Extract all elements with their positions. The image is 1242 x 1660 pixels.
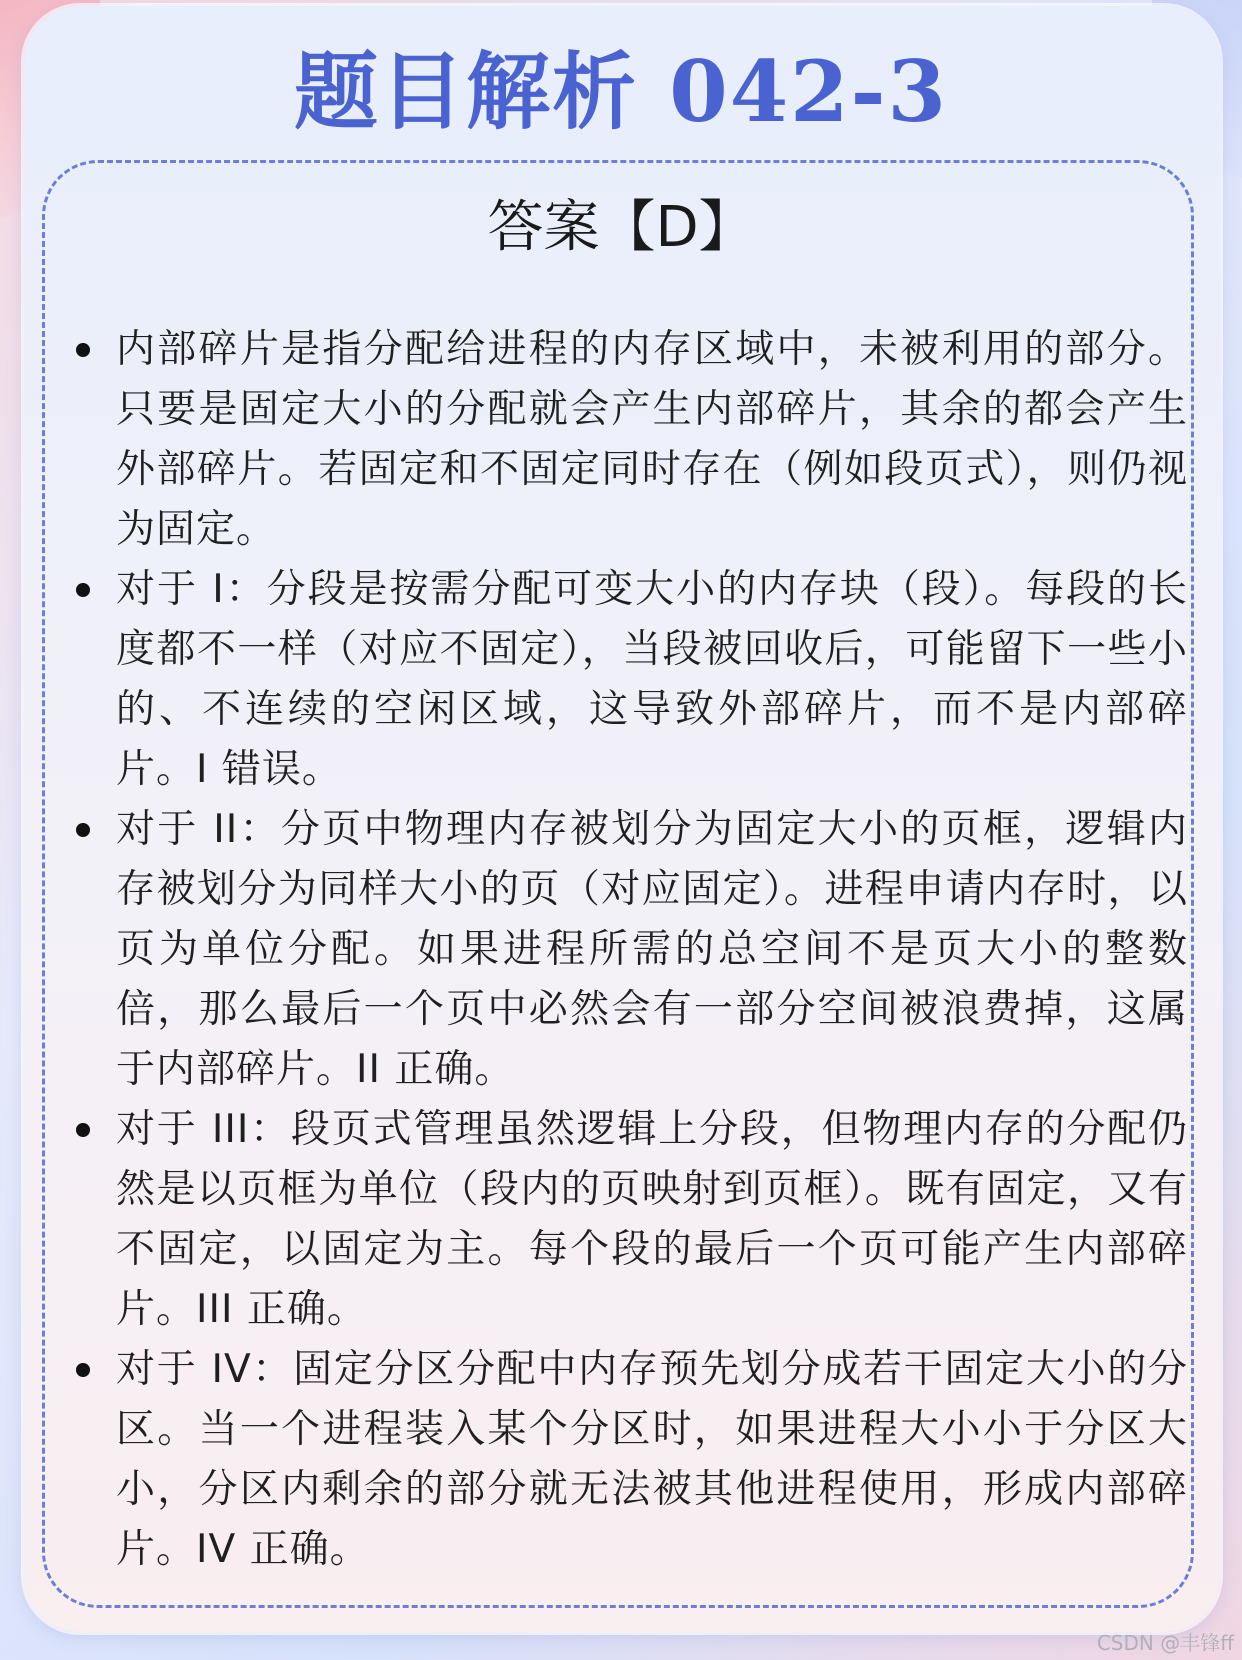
watermark: CSDN @丰锋ff — [1096, 1631, 1234, 1655]
list-item-text: 对于 II：分页中物理内存被划分为固定大小的页框，逻辑内存被划分为同样大小的页（对应固定）。进程申请内存时，以页为单位分配。如果进程所需的总空间不是页大小的整数倍，那么最后一个页中必然会有一部分空间被浪费掉，这属于内部碎片。II 正确。 — [116, 807, 1188, 1092]
list-item-text: 内部碎片是指分配给进程的内存区域中，未被利用的部分。只要是固定大小的分配就会产生内部碎片，其余的都会产生外部碎片。若固定和不固定同时存在（例如段页式），则仍视为固定。 — [116, 327, 1188, 552]
bullet-icon — [76, 343, 90, 357]
bullet-icon — [76, 1363, 90, 1377]
bullet-icon — [76, 823, 90, 837]
list-item — [70, 800, 1188, 1100]
list-item — [70, 560, 1188, 800]
list-item-text: 对于 III：段页式管理虽然逻辑上分段，但物理内存的分配仍然是以页框为单位（段内的页映射到页框）。既有固定，又有不固定，以固定为主。每个段的最后一个页可能产生内部碎片。III 正确。 — [116, 1107, 1188, 1332]
list-item — [70, 1100, 1188, 1340]
list-item — [70, 320, 1188, 560]
bullet-icon — [76, 583, 90, 597]
page-title: 题目解析 042-3 — [294, 42, 948, 141]
explanation-list — [70, 320, 1188, 1580]
list-item-text: 对于 I：分段是按需分配可变大小的内存块（段）。每段的长度都不一样（对应不固定），当段被回收后，可能留下一些小的、不连续的空闲区域，这导致外部碎片，而不是内部碎片。I 错误。 — [116, 567, 1188, 792]
answer-label: 答案【D】 — [487, 195, 755, 260]
list-item-text: 对于 IV：固定分区分配中内存预先划分成若干固定大小的分区。当一个进程装入某个分区时，如果进程大小小于分区大小，分区内剩余的部分就无法被其他进程使用，形成内部碎片。IV 正确。 — [116, 1347, 1188, 1572]
bullet-icon — [76, 1123, 90, 1137]
list-item — [70, 1340, 1188, 1580]
